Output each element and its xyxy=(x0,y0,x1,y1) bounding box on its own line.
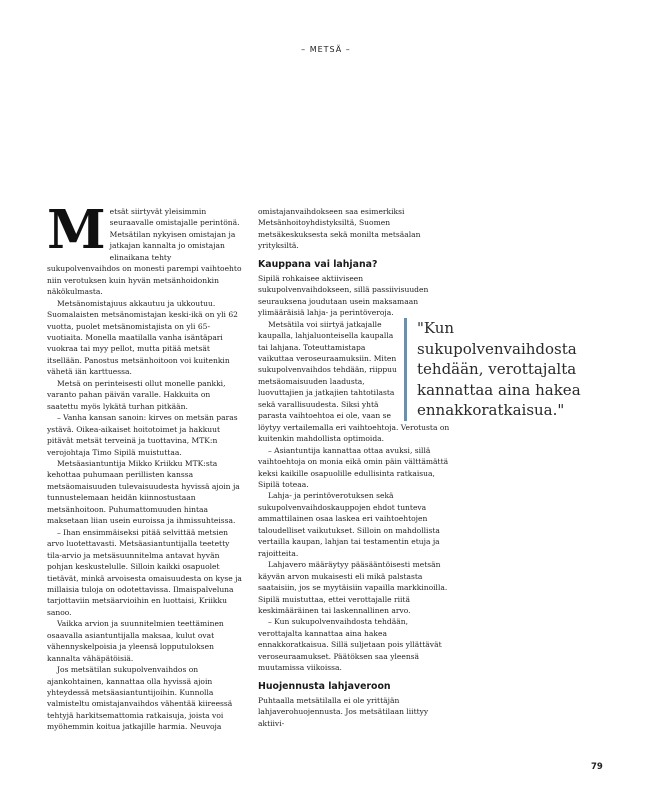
article-column-2 xyxy=(258,206,454,746)
paragraph: omistajanvaihdokseen saa esimerkiksi Metsänhoitoyhdistyksiltä, Suomen metsäkeskuksesta sekä monilta metsäalan yrityksiltä. xyxy=(258,207,421,251)
paragraph: – Asiantuntija kannattaa ottaa avuksi, sillä vaihtoehtoja on monia eikä omin päin välttämättä keksi kaikille osapuolille edullisinta ratkaisua, Sipilä toteaa. xyxy=(258,445,449,489)
paragraph: – Kun sukupolvenvaihdosta tehdään, verottajalta kannattaa aina hakea ennakkoratkaisua. Sillä suljetaan pois yllättävät veroseuraamukset. Päätöksen saa yleensä muutamissa viikoissa. xyxy=(258,617,442,673)
paragraph: – Ihan ensimmäiseksi pitää selvittää metsien arvo luotettavasti. Metsäasiantuntijalla teetetty tila-arvio ja metsäsuunnitelma antavat hyvän pohjan keskustelulle. Silloin kaikki osapuolet tietävät, minkä arvoisesta omaisuudesta on kyse ja millaisia tuloja on odotettavissa. Ilmaispalveluna tarjottaviin metsäarvioihin en luottaisi, Kriikku sanoo. xyxy=(47,527,242,617)
paragraph: Vaikka arvion ja suunnitelmien teettäminen osaavalla asiantuntijalla maksaa, kulut ovat vähennyskelpoisia ja yleensä lopputuloksen kannalta vähäpätöisiä. xyxy=(47,619,224,663)
section-heading: Huojennusta lahjaveroon xyxy=(258,680,391,692)
paragraph: Puhtaalla metsätilalla ei ole yrittäjän lahjaverohuojennusta. Jos metsätilaan liittyy aktiivi- xyxy=(258,695,429,728)
pull-quote xyxy=(404,318,607,421)
paragraph: Metsä on perinteisesti ollut monelle pankki, varanto pahan päivän varalle. Hakkuita on saatettu myös lykätä turhan pitkään. xyxy=(47,378,226,411)
drop-cap: M xyxy=(47,206,106,261)
paragraph: Lahjavero määräytyy pääsääntöisesti metsän käyvän arvon mukaisesti eli mikä palstasta saataisiin, jos se myytäisiin vapailla markkinoilla. Sipilä muistuttaa, ettei verottajalle riitä keskimääräinen tai laskennallinen arvo. xyxy=(258,560,448,615)
section-header: – METSÄ – xyxy=(301,45,351,54)
paragraph: etsät siirtyvät yleisimmin seuraavalle omistajalle perintönä. Metsätilan nykyisen omistajan ja jatkajan kannalta jo omistajan elinaikana tehty sukupolvenvaihdos on monesti parempi vaihtoehto niin verotuksen kuin hyvän metsänhoidonkin näkökulmasta. xyxy=(47,207,242,297)
paragraph: Jos metsätilan sukupolvenvaihdos on ajankohtainen, kannattaa olla hyvissä ajoin yhteydessä metsäasiantuntijoihin. Kunnolla valmisteltu omistajanvaihdos vähentää kiireessä tehtyjä harkitsemattomia ratkaisuja, joista voi myöhemmin koitua jatkajille harmia. Neuvoja xyxy=(47,665,233,732)
article-column-1 xyxy=(47,206,243,746)
page-number: 79 xyxy=(591,762,603,772)
paragraph: Metsätila voi siirtyä jatkajalle kaupalla, lahjaluonteisella kaupalla tai lahjana. Toteuttamistapa vaikuttaa veroseuraamuksiin. Miten sukupolvenvaihdos tehdään, riippuu metsäomaisuuden laadusta, luovuttajien ja jatkajien tahtotilasta sekä varallisuudesta. Siksi yhtä parasta vaihtoehtoa ei ole, vaan se xyxy=(258,319,397,421)
pull-quote-text: "Kun sukupolvenvaihdosta tehdään, verottajalta kannattaa aina hakea ennakkoratkaisua." xyxy=(417,319,581,419)
paragraph: Lahja- ja perintöverotuksen sekä sukupolvenvaihdoskauppojen ehdot tunteva ammattilainen osaa laskea eri vaihtoehtojen taloudelliset vaikutukset. Silloin on mahdollista vertailla kaupan, lahjan tai testamentin etuja ja rajoitteita. xyxy=(258,491,440,558)
paragraph: Metsäasiantuntija Mikko Kriikku MTK:sta kehottaa puhumaan perillisten kanssa metsäomaisuuden tulevaisuudesta hyvissä ajoin ja tunnustelemaan heidän kiinnostustaan metsänhoitoon. Puhumattomuuden hintaa maksetaan liian usein euroissa ja ihmissuhteissa. xyxy=(47,458,240,526)
paragraph: löytyy vertailemalla eri vaihtoehtoja. Verotusta on kuitenkin mahdollista optimoida. xyxy=(258,422,450,444)
paragraph: Sipilä rohkaisee aktiiviseen sukupolvenvaihdokseen, sillä passiivisuuden seurauksena joudutaan usein maksamaan ylimääräisiä lahja- ja perintöveroja. xyxy=(258,273,429,318)
paragraph: – Vanha kansan sanoin: kirves on metsän paras ystävä. Oikea-aikaiset hoitotoimet ja hakkuut pitävät metsät terveinä ja tuottavina, MTK:n verojohtaja Timo Sipilä muistuttaa. xyxy=(47,413,238,457)
section-heading: Kauppana vai lahjana? xyxy=(258,258,378,270)
paragraph: Metsänomistajuus akkautuu ja ukkoutuu. Suomalaisten metsänomistajan keski-ikä on yli 62 vuotta, puolet metsänomistajista on yli 65-vuotiaita. Monella maatilalla vanha isäntäpari vuokraa tai myy pellot, mutta pitää metsät itsellään. Panostus metsänhoitoon voi kuitenkin vähetä iän karttuessa. xyxy=(47,298,238,377)
